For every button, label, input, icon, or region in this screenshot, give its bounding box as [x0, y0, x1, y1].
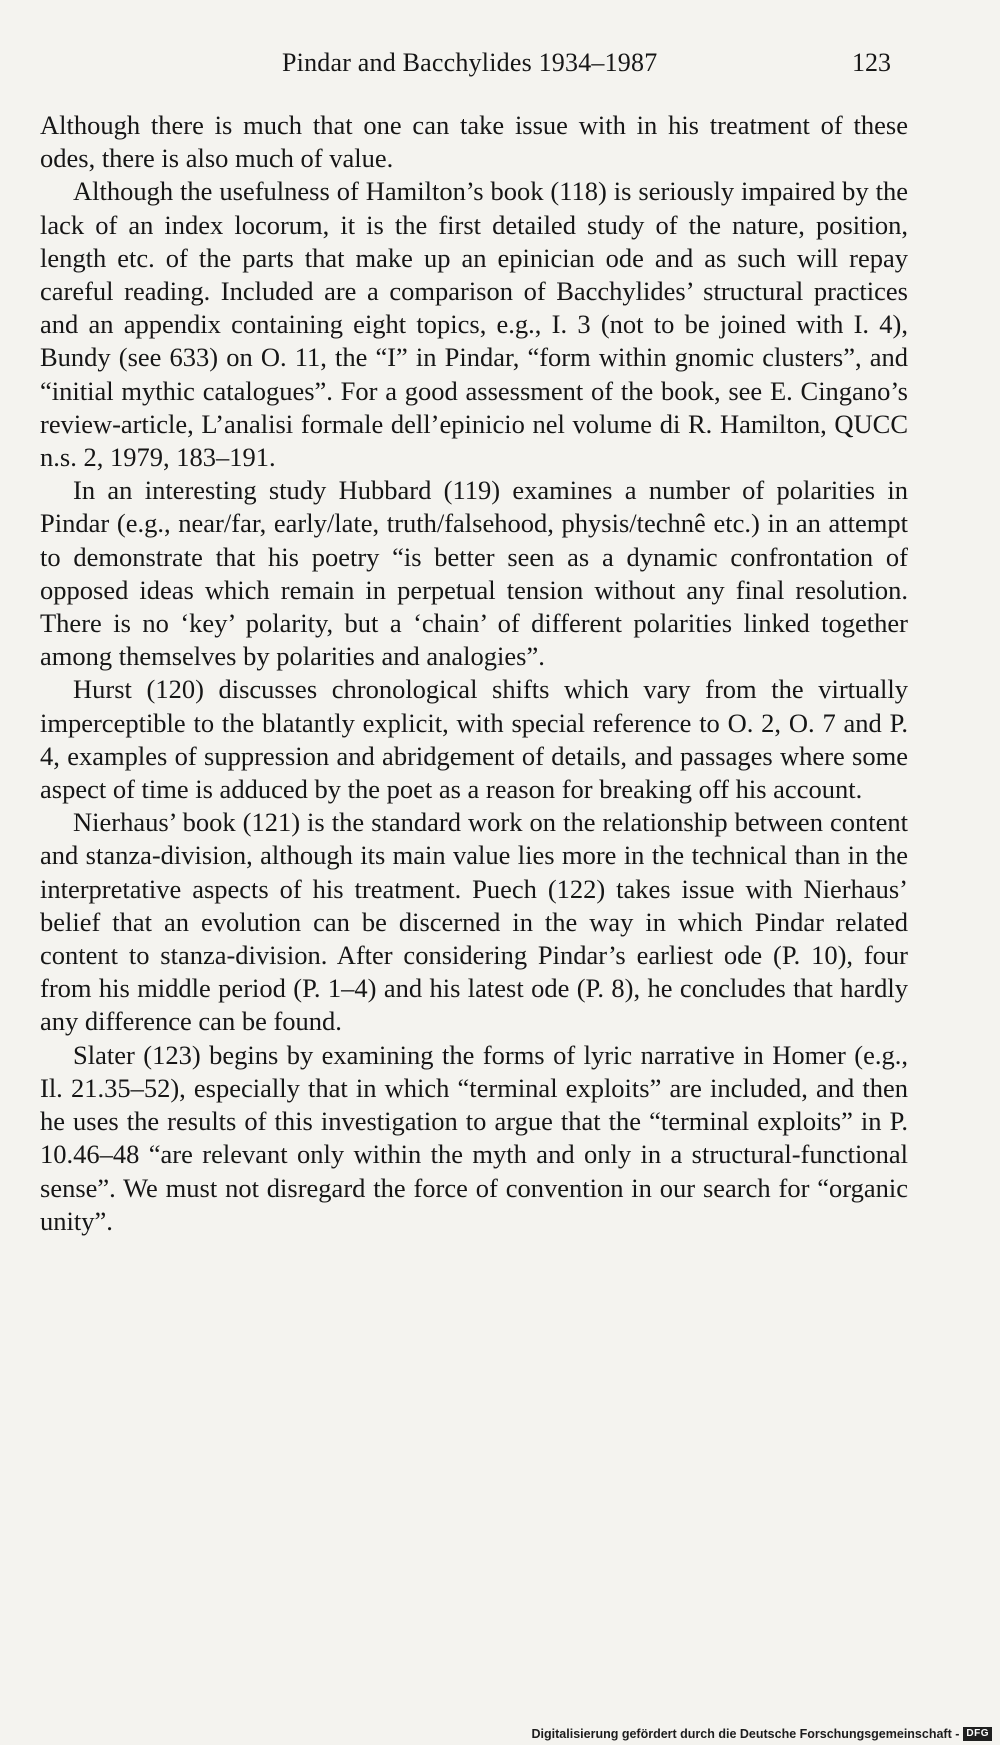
paragraph-3: In an interesting study Hubbard (119) examines a number of polarities in Pindar (e.g., near/far, early/late, truth/falsehood, physis/technê etc.) in an attempt to demonstrate that his poetry “is better seen as a dynamic confrontation of opposed ideas which remain in perpetual tension without any final resolution. There is no ‘key’ polarity, but a ‘chain’ of different polarities linked together among themselves by polarities and analogies”. [40, 475, 908, 672]
paragraph-6: Slater (123) begins by examining the forms of lyric narrative in Homer (e.g., Il. 21.35–52), especially that in which “terminal exploits” are included, and then he uses the results of this investigation to argue that the “terminal exploits” in P. 10.46–48 “are relevant only within the myth and only in a structural-functional sense”. We must not disregard the force of convention in our search for “organic unity”. [40, 1039, 908, 1236]
running-title: Pindar and Bacchylides 1934–1987 [282, 48, 658, 77]
paragraph-5: Nierhaus’ book (121) is the standard work on the relationship between content and stanza-division, although its main value lies more in the technical than in the interpretative aspects of his treatment. Puech (122) takes issue with Nierhaus’ belief that an evolution can be discerned in the way in which Pindar related content to stanza-division. After considering Pindar’s earliest ode (P. 10), four from his middle period (P. 1–4) and his latest ode (P. 8), he concludes that hardly any difference can be found. [40, 807, 908, 1037]
digitization-footer [532, 1727, 992, 1741]
body-text [40, 109, 908, 1238]
paragraph-1: Although there is much that one can take issue with in his treatment of these odes, there is also much of value. [40, 110, 908, 174]
paragraph-2: Although the usefulness of Hamilton’s book (118) is seriously impaired by the lack of an index locorum, it is the first detailed study of the nature, position, length etc. of the parts that make up an epinician ode and as such will repay careful reading. Included are a comparison of Bacchylides’ structural practices and an appendix containing eight topics, e.g., I. 3 (not to be joined with I. 4), Bundy (see 633) on O. 11, the “I” in Pindar, “form within gnomic clusters”, and “initial mythic catalogues”. For a good assessment of the book, see E. Cingano’s review-article, L’analisi formale dell’epinicio nel volume di R. Hamilton, QUCC n.s. 2, 1979, 183–191. [40, 176, 908, 473]
dfg-logo: DFG [963, 1727, 992, 1741]
page-number: 123 [852, 48, 891, 77]
paragraph-4: Hurst (120) discusses chronological shifts which vary from the virtually imperceptible to the blatantly explicit, with special reference to O. 2, O. 7 and P. 4, examples of suppression and abridgement of details, and passages where some aspect of time is adduced by the poet as a reason for breaking off his account. [40, 674, 908, 805]
footer-text: Digitalisierung gefördert durch die Deutsche Forschungsgemeinschaft - [531, 1727, 960, 1741]
